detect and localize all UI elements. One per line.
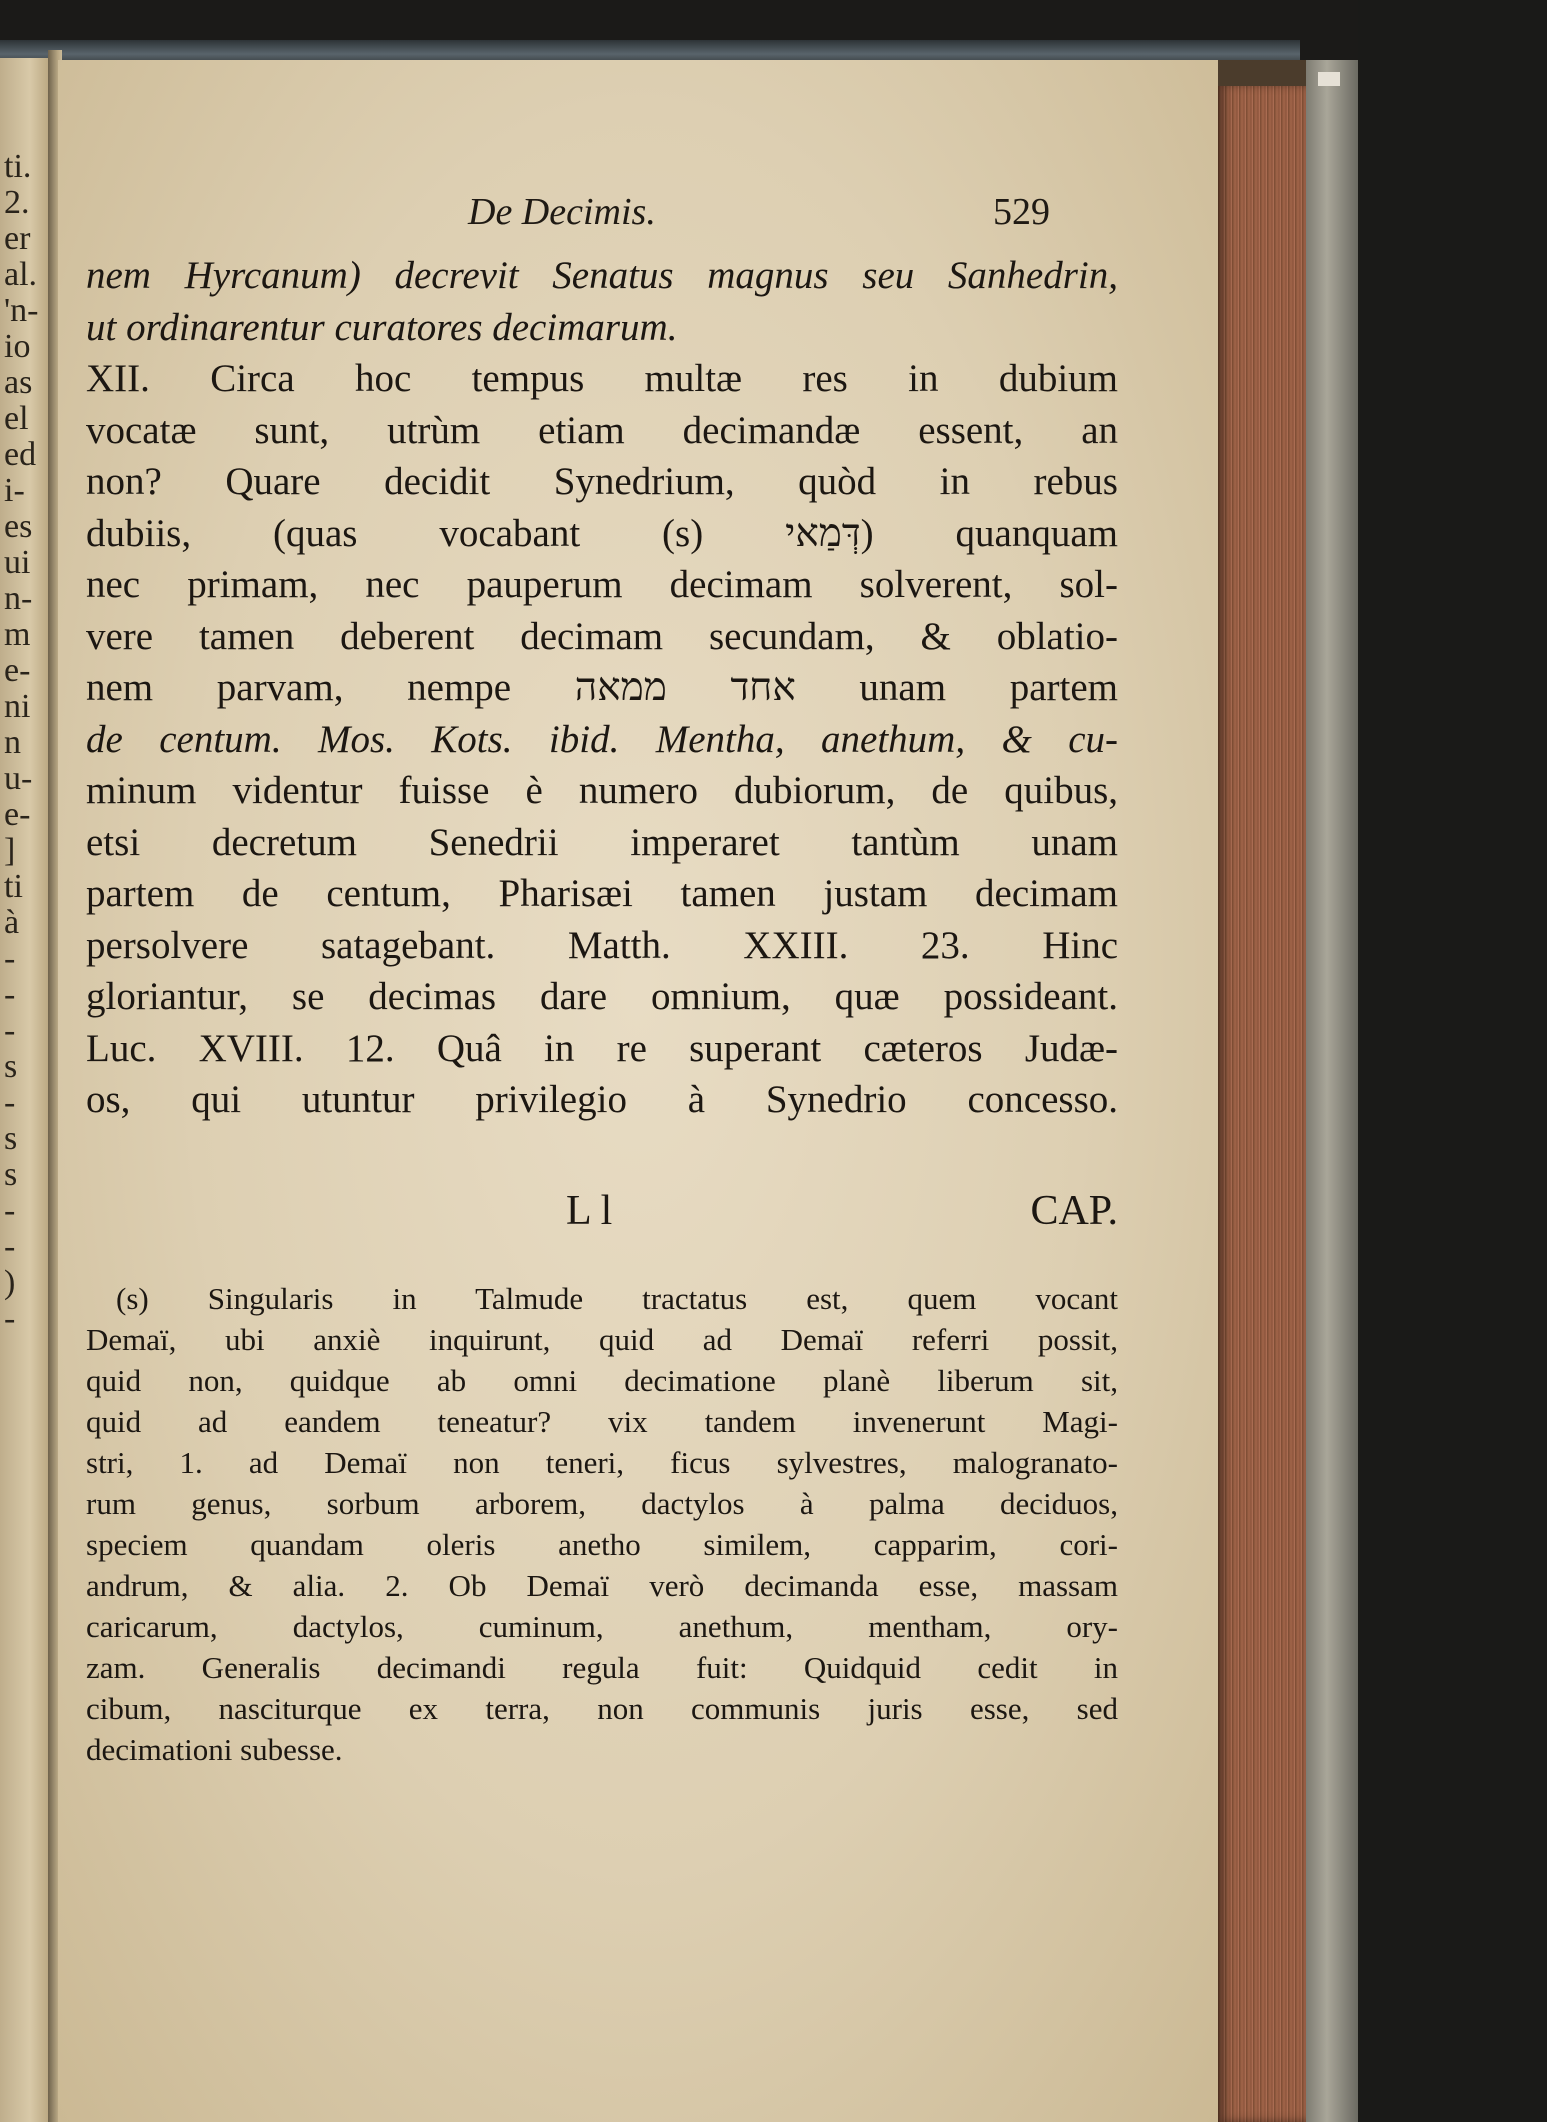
left-page-fragment: es [4,508,33,545]
footnote-line: rum genus, sorbum arborem, dactylos à palma deciduos, [86,1486,1118,1521]
left-page-fragment: à [4,904,20,941]
background-dark [1358,0,1547,2122]
left-page-fragment: u- [4,760,33,797]
text-line: XII. Circa hoc tempus multæ res in dubium [86,357,1118,400]
left-facing-page [0,58,50,2122]
footnote-line: (s) Singularis in Talmude tractatus est, quem vocant [116,1281,1118,1316]
text-line: Luc. XVIII. 12. Quâ in re superant cæteros Judæ- [86,1026,1118,1070]
page-header [58,190,1218,250]
text-line: persolvere satagebant. Matth. XXIII. 23. Hinc [86,923,1118,967]
left-page-fragment: ] [4,832,16,869]
left-page-fragment: - [4,1228,16,1265]
text-line: nem Hyrcanum) decrevit Senatus magnus seu Sanhedrin, [86,254,1118,297]
left-page-fragment: - [4,976,16,1013]
footnote-line: decimationi subesse. [86,1732,343,1767]
text-line: nec primam, nec pauperum decimam solverent, sol- [86,563,1118,606]
left-page-fragment: ) [4,1264,16,1301]
left-page-fragment: ed [4,436,37,473]
page-number: 529 [993,191,1050,233]
left-page-fragment: io [4,328,31,365]
left-page-fragment: 2. [4,184,30,221]
page-block-edge [1218,84,1306,2122]
left-page-fragment: al. [4,256,38,293]
footnote-line: stri, 1. ad Demaï non teneri, ficus sylvestres, malogranato- [86,1445,1118,1480]
text-line: de centum. Mos. Kots. ibid. Mentha, anethum, & cu- [86,717,1118,761]
text-line: non? Quare decidit Synedrium, quòd in rebus [86,460,1118,503]
footnote [86,1278,1118,1770]
left-page-fragment: as [4,364,33,401]
book-cover-edge [1306,60,1358,2122]
left-page-fragment: - [4,1300,16,1337]
text-line: dubiis, (quas vocabant (s) דְּמַאי) quanquam [86,511,1118,555]
page-block-top [1218,60,1306,86]
text-line: ut ordinarentur curatores decimarum. [86,305,678,349]
left-page-fragment: s [4,1120,18,1157]
left-page-fragment: - [4,1012,16,1049]
footnote-line: zam. Generalis decimandi regula fuit: Quidquid cedit in [86,1650,1118,1685]
left-page-fragment: ni [4,688,31,725]
text-line: nem parvam, nempe אחד ממאה unam partem [86,666,1118,709]
footnote-line: andrum, & alia. 2. Ob Demaï verò decimanda esse, massam [86,1568,1118,1603]
left-page-fragment: i- [4,472,25,509]
left-page-fragment: e- [4,652,31,689]
left-page-fragment: ti [4,868,23,905]
left-page-fragment: - [4,940,16,977]
text-line: vere tamen deberent decimam secundam, & oblatio- [86,614,1118,658]
text-line: gloriantur, se decimas dare omnium, quæ possideant. [86,975,1118,1018]
footnote-line: quid ad eandem teneatur? vix tandem invenerunt Magi- [86,1404,1118,1439]
signature-mark: L l [566,1188,613,1234]
book-page [58,60,1218,2122]
left-page-fragment: 'n- [4,292,39,329]
left-page-fragment: el [4,400,29,437]
footnote-line: Demaï, ubi anxiè inquirunt, quid ad Demaï referri possit, [86,1322,1118,1357]
text-line: etsi decretum Senedrii imperaret tantùm unam [86,820,1118,864]
left-page-fragment: s [4,1156,18,1193]
footnote-line: quid non, quidque ab omni decimatione planè liberum sit, [86,1363,1118,1398]
running-title: De Decimis. [468,191,656,233]
left-page-fragment: ti. [4,148,32,185]
text-line: minum videntur fuisse è numero dubiorum, de quibus, [86,769,1118,812]
left-page-fragment: er [4,220,31,257]
left-page-fragment: e- [4,796,31,833]
left-page-fragment: - [4,1084,16,1121]
left-page-fragment: m [4,616,31,653]
catchword: CAP. [1030,1188,1118,1234]
catchline [86,1187,1118,1237]
text-line: os, qui utuntur privilegio à Synedrio concesso. [86,1078,1118,1121]
footnote-line: cibum, nasciturque ex terra, non communis juris esse, sed [86,1691,1118,1726]
left-page-fragment: n [4,724,21,761]
left-page-fragment: - [4,1192,16,1229]
left-page-fragment: n- [4,580,33,617]
left-page-fragment: ui [4,544,31,581]
bookmark-tab [1318,72,1340,86]
main-text [86,250,1118,1126]
footnote-line: speciem quandam oleris anetho similem, capparim, cori- [86,1527,1118,1562]
footnote-line: caricarum, dactylos, cuminum, anethum, mentham, ory- [86,1609,1118,1644]
text-line: partem de centum, Pharisæi tamen justam decimam [86,872,1118,915]
text-line: vocatæ sunt, utrùm etiam decimandæ essent, an [86,408,1118,452]
left-page-fragment: s [4,1048,18,1085]
